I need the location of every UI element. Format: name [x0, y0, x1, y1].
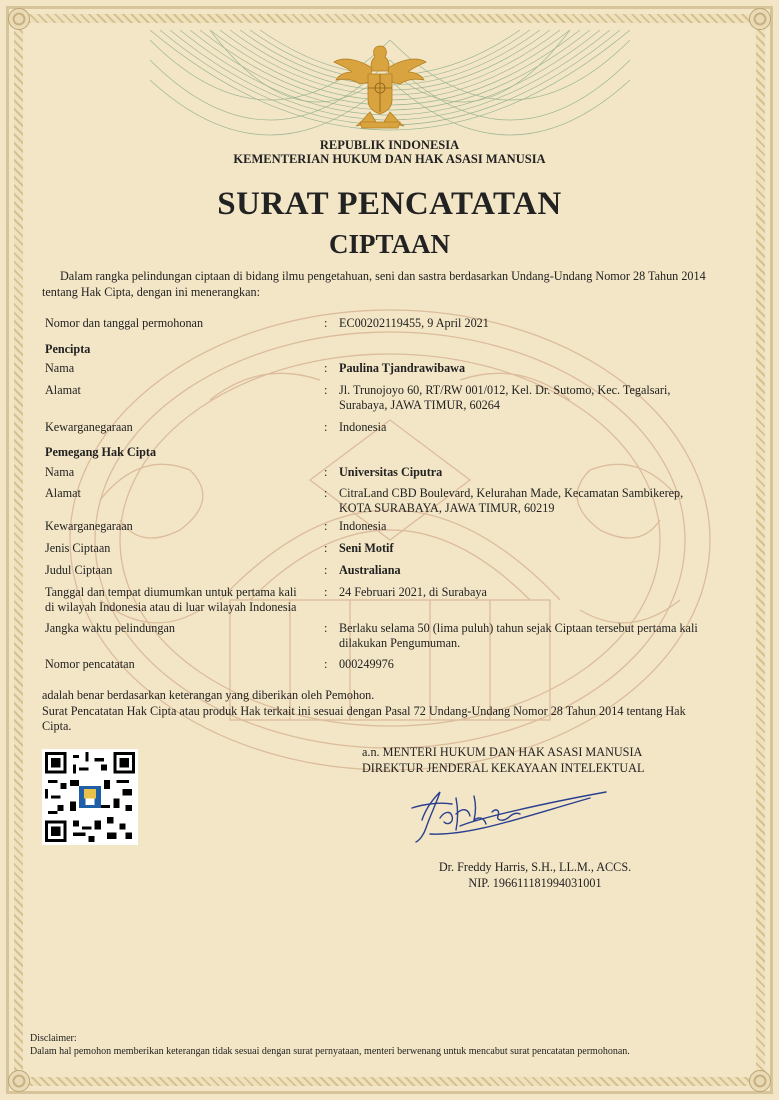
field-label: Jangka waktu pelindungan	[45, 621, 175, 635]
handwritten-signature	[400, 778, 620, 848]
field-label: Kewarganegaraan	[45, 519, 133, 533]
garuda-emblem-icon	[330, 38, 430, 130]
signatory-name: Dr. Freddy Harris, S.H., LL.M., ACCS.	[438, 860, 632, 874]
field-colon: :	[324, 420, 328, 434]
field-value-line: CitraLand CBD Boulevard, Kelurahan Made, Kecamatan Sambikerep,	[339, 486, 684, 500]
section-holder: Pemegang Hak Cipta	[45, 445, 157, 459]
signatory-title: DIREKTUR JENDERAL KEKAYAAN INTELEKTUAL	[362, 761, 645, 775]
field-value: Seni Motif	[339, 541, 394, 555]
field-colon: :	[324, 621, 328, 635]
field-colon: :	[324, 585, 328, 599]
document-title: SURAT PENCATATAN	[217, 186, 562, 222]
field-label: Jenis Ciptaan	[45, 541, 111, 555]
field-colon: :	[324, 541, 328, 555]
corner-ornament	[8, 1070, 30, 1092]
field-value: Indonesia	[339, 519, 387, 533]
signatory-title: a.n. MENTERI HUKUM DAN HAK ASASI MANUSIA	[362, 745, 643, 759]
field-label-line: Tanggal dan tempat diumumkan untuk pertama kali	[45, 585, 297, 599]
field-value-line: Jl. Trunojoyo 60, RT/RW 001/012, Kel. Dr. Sutomo, Kec. Tegalsari,	[339, 383, 671, 397]
field-value-line: Surabaya, JAWA TIMUR, 60264	[339, 398, 500, 412]
document-subtitle: CIPTAAN	[329, 229, 450, 259]
field-label: Nama	[45, 361, 75, 375]
corner-ornament	[749, 8, 771, 30]
corner-ornament	[8, 8, 30, 30]
field-label: Nama	[45, 465, 75, 479]
intro-paragraph: Dalam rangka pelindungan ciptaan di bidang ilmu pengetahuan, seni dan sastra berdasarkan Undang-Undang Nomor 28 Tahun 2014 tentang Hak Cipta, dengan ini menerangkan:	[42, 269, 706, 299]
field-value: EC00202119455, 9 April 2021	[339, 316, 489, 330]
field-colon: :	[324, 361, 328, 375]
field-colon: :	[324, 465, 328, 479]
field-colon: :	[324, 519, 328, 533]
field-colon: :	[324, 316, 328, 330]
qr-code[interactable]	[42, 749, 138, 845]
field-value-line: dilakukan Pengumuman.	[339, 636, 461, 650]
disclaimer-text: Dalam hal pemohon memberikan keterangan tidak sesuai dengan surat pernyataan, menteri berwenang untuk mencabut surat pencatatan permohonan.	[30, 1046, 630, 1057]
country-heading: REPUBLIK INDONESIA	[319, 138, 460, 152]
field-colon: :	[324, 563, 328, 577]
field-label: Alamat	[45, 383, 81, 397]
qr-code-icon	[45, 752, 135, 842]
closing-line: Cipta.	[42, 719, 72, 733]
field-value: Australiana	[339, 563, 401, 577]
signatory-nip: NIP. 196611181994031001	[468, 876, 602, 890]
field-label: Alamat	[45, 486, 81, 500]
field-value-line: KOTA SURABAYA, JAWA TIMUR, 60219	[339, 501, 555, 515]
closing-line: adalah benar berdasarkan keterangan yang diberikan oleh Pemohon.	[42, 688, 375, 702]
field-value: 24 Februari 2021, di Surabaya	[339, 585, 487, 599]
field-colon: :	[324, 486, 328, 500]
field-value: Universitas Ciputra	[339, 465, 443, 479]
closing-line: Surat Pencatatan Hak Cipta atau produk Hak terkait ini sesuai dengan Pasal 72 Undang-Undang Nomor 28 Tahun 2014 tentang Hak	[42, 704, 686, 718]
field-label: Nomor dan tanggal permohonan	[45, 316, 204, 330]
field-value-line: Berlaku selama 50 (lima puluh) tahun sejak Ciptaan tersebut pertama kali	[339, 621, 698, 635]
field-colon: :	[324, 383, 328, 397]
disclaimer-label: Disclaimer:	[30, 1033, 77, 1044]
field-label: Kewarganegaraan	[45, 420, 133, 434]
ministry-heading: KEMENTERIAN HUKUM DAN HAK ASASI MANUSIA	[233, 152, 546, 166]
corner-ornament	[749, 1070, 771, 1092]
field-value: Paulina Tjandrawibawa	[339, 361, 466, 375]
field-label: Nomor pencatatan	[45, 657, 135, 671]
field-label: Judul Ciptaan	[45, 563, 113, 577]
field-value: Indonesia	[339, 420, 387, 434]
section-creator: Pencipta	[45, 342, 91, 356]
field-label-line: di wilayah Indonesia atau di luar wilayah Indonesia	[45, 600, 297, 614]
field-colon: :	[324, 657, 328, 671]
field-value: 000249976	[339, 657, 394, 671]
